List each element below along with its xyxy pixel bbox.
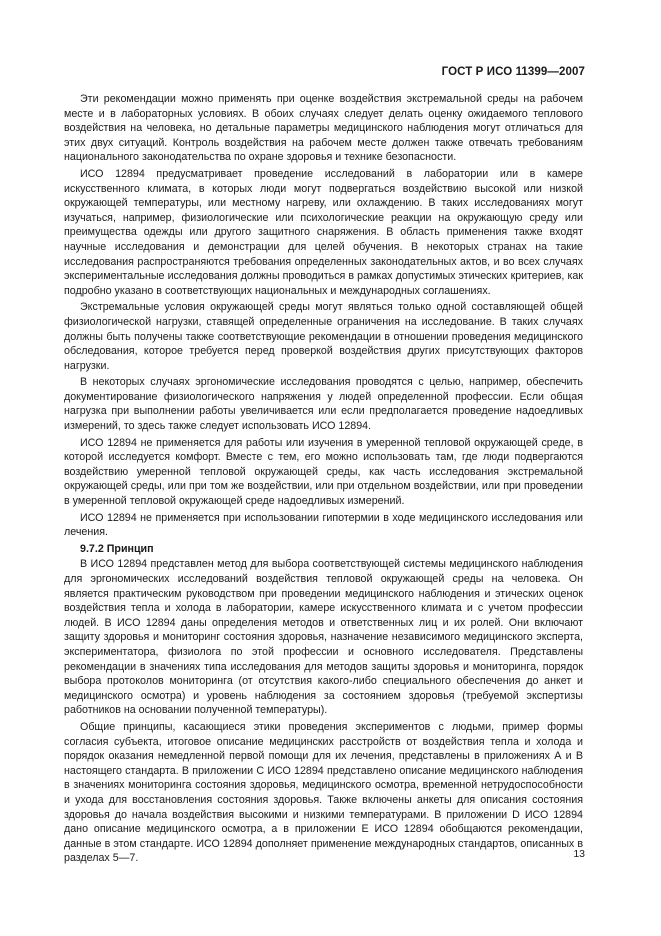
section-paragraph: Общие принципы, касающиеся этики проведения экспериментов с людьми, пример формы согласия субъекта, итоговое описание медицинских расстройств от воздействия тепла и холода и порядок оказания немедленной первой помощи для их лечения, представлены в приложениях А и В настоящего стандарта. В приложении С ИСО 12894 представлено описание медицинского наблюдения в значениях мониторинга состояния здоровья, медицинского осмотра, временной нетрудоспособности и ухода для восстановления состояния здоровья. Также включены анкеты для описания состояния здоровья до начала воздействия высокими и низкими температурами. В приложении D ИСО 12894 дано описание медицинского осмотра, а в приложении Е ИСО 12894 обобщаются рекомендации, данные в этом стандарте. ИСО 12894 дополняет применение международных стандартов, описанных в разделах 5—7. — [64, 720, 583, 865]
paragraph: В некоторых случаях эргономические исследования проводятся с целью, например, обеспечить документирование физиологического напряжения у людей определенной профессии. Если общая нагрузка при выполнении работы увеличивается или если предполагается проведение надоедливых измерений, то здесь также следует использовать ИСО 12894. — [64, 376, 583, 433]
document-body — [64, 92, 583, 866]
section-paragraph: В ИСО 12894 представлен метод для выбора соответствующей системы медицинского наблюдения для эргономических исследований воздействия тепловой окружающей среды на человека. Он является практическим руководством при проведении медицинского наблюдения и этических оценок воздействия тепла и холода в лаборатории, камере искусственного климата и с учетом профессии людей. В ИСО 12894 даны определения методов и ответственных лиц и их ролей. Они включают защиту здоровья и мониторинг состояния здоровья, назначение независимого медицинского эксперта, экспериментатора, физиолога по этой профессии и основного исследователя. Представлены рекомендации в значениях типа исследования для методов защиты здоровья и мониторинга, порядок выбора протоколов мониторинга (от отсутствия какого-либо специального обеспечения до анкет и медицинского осмотра) и уровень наблюдения за состоянием здоровья (требуемой экспертизы работников на основании полученной температуры). — [64, 558, 583, 717]
section-heading: 9.7.2 Принцип — [80, 542, 154, 555]
paragraph: ИСО 12894 предусматривает проведение исследований в лаборатории или в камере искусственного климата, в которых люди могут подвергаться воздействию высокой или низкой окружающей температуры, или местному нагреву, или охлаждению. В таких исследованиях могут изучаться, например, физиологические или психологические реакции на окружающую среду или преимущества одежды или другого защитного снаряжения. В область применения также входят научные исследования и демонстрации для целей обучения. В некоторых странах на такие исследования распространяются требования определенных законодательных актов, и во всех случаях экспериментальные исследования должны проводиться в рамках допустимых этических критериев, как подробно указано в соответствующих национальных и международных соглашениях. — [64, 167, 583, 297]
standard-header: ГОСТ Р ИСО 11399—2007 — [441, 66, 585, 78]
paragraph: Экстремальные условия окружающей среды могут являться только одной составляющей общей физиологической нагрузки, ставящей определенные ограничения на исследование. В таких случаях должны быть получены также соответствующие рекомендации в отношении проведения медицинского обследования, которое требуется перед проверкой воздействия других присутствующих факторов нагрузки. — [64, 301, 583, 372]
page-number: 13 — [573, 848, 585, 860]
paragraph: ИСО 12894 не применяется при использовании гипотермии в ходе медицинского исследования или лечения. — [64, 511, 583, 539]
paragraph: Эти рекомендации можно применять при оценке воздействия экстремальной среды на рабочем месте и в лабораторных условиях. В обоих случаях следует делать оценку ожидаемого теплового воздействия на человека, но детальные параметры медицинского наблюдения могут отличаться для этих двух ситуаций. Контроль воздействия на рабочем месте должен также отвечать требованиям национального законодательства по охране здоровья и технике безопасности. — [64, 93, 583, 164]
paragraph: ИСО 12894 не применяется для работы или изучения в умеренной тепловой окружающей среде, в которой исследуется комфорт. Вместе с тем, его можно использовать там, где люди подвергаются воздействию умеренной тепловой окружающей среды, как часть исследования экстремальной окружающей среды, или при том же воздействии, или при отдельном воздействии, или при проведении в умеренной тепловой окружающей среде надоедливых измерений. — [64, 436, 583, 508]
